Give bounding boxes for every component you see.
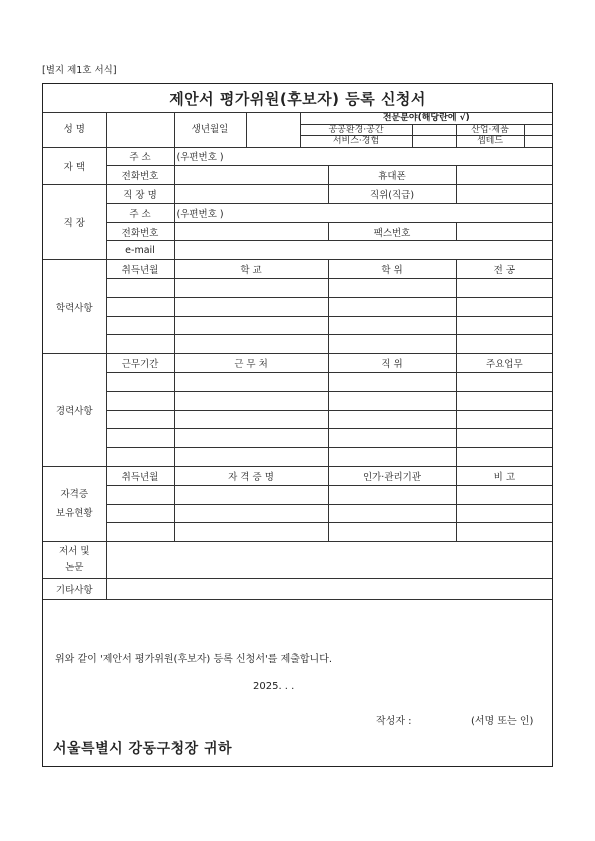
- home-phone-field[interactable]: [174, 166, 328, 185]
- publications-field[interactable]: [106, 542, 552, 579]
- edu-cell[interactable]: [328, 316, 456, 335]
- career-col-duties: 주요업무: [456, 354, 552, 373]
- career-cell[interactable]: [456, 373, 552, 392]
- career-col-period: 근무기간: [106, 354, 174, 373]
- work-phone-label: 전화번호: [106, 222, 174, 241]
- license-col-note: 비 고: [456, 467, 552, 486]
- specialty-check-public-space[interactable]: [412, 124, 456, 136]
- edu-cell[interactable]: [174, 316, 328, 335]
- career-cell[interactable]: [328, 391, 456, 410]
- birth-field[interactable]: [246, 113, 300, 148]
- career-cell[interactable]: [106, 448, 174, 467]
- career-cell[interactable]: [456, 429, 552, 448]
- fax-label: 팩스번호: [328, 222, 456, 241]
- career-cell[interactable]: [328, 429, 456, 448]
- work-address-field[interactable]: (우편번호 ): [174, 203, 552, 222]
- form-table: [43, 84, 552, 600]
- workplace-field[interactable]: [174, 185, 328, 204]
- license-cell[interactable]: [174, 485, 328, 504]
- license-cell[interactable]: [456, 485, 552, 504]
- submission-date: 2025. . .: [253, 681, 295, 692]
- career-cell[interactable]: [456, 448, 552, 467]
- application-form: [42, 83, 553, 767]
- addressee: 서울특별시 강동구청장 귀하: [53, 741, 233, 757]
- signature-label: (서명 또는 인): [471, 716, 534, 727]
- edu-cell[interactable]: [328, 335, 456, 354]
- career-cell[interactable]: [174, 429, 328, 448]
- edu-cell[interactable]: [456, 297, 552, 316]
- specialty-header: 전문분야(해당란에 √): [300, 113, 552, 125]
- career-cell[interactable]: [174, 410, 328, 429]
- work-label: 직 장: [43, 185, 106, 260]
- career-cell[interactable]: [106, 429, 174, 448]
- home-address-label: 주 소: [106, 147, 174, 166]
- mobile-label: 휴대폰: [328, 166, 456, 185]
- edu-cell[interactable]: [106, 316, 174, 335]
- edu-cell[interactable]: [174, 335, 328, 354]
- publications-label-line2: 논문: [65, 562, 84, 574]
- edu-cell[interactable]: [456, 316, 552, 335]
- license-cell[interactable]: [328, 523, 456, 542]
- career-cell[interactable]: [328, 410, 456, 429]
- submission-statement: 위와 같이 '제안서 평가위원(후보자) 등록 신청서'를 제출합니다.: [55, 654, 333, 665]
- edu-cell[interactable]: [328, 297, 456, 316]
- birth-label: 생년월일: [174, 113, 246, 148]
- position-label: 직위(직급): [328, 185, 456, 204]
- edu-cell[interactable]: [174, 279, 328, 298]
- specialty-check-industry-product[interactable]: [524, 124, 552, 136]
- edu-cell[interactable]: [106, 297, 174, 316]
- edu-cell[interactable]: [174, 297, 328, 316]
- workplace-label: 직 장 명: [106, 185, 174, 204]
- work-address-label: 주 소: [106, 203, 174, 222]
- career-cell[interactable]: [328, 373, 456, 392]
- edu-cell[interactable]: [106, 335, 174, 354]
- email-field[interactable]: [174, 241, 552, 260]
- license-cell[interactable]: [174, 504, 328, 523]
- edu-col-school: 학 교: [174, 260, 328, 279]
- career-cell[interactable]: [106, 391, 174, 410]
- etc-field[interactable]: [106, 579, 552, 600]
- edu-col-date: 취득년월: [106, 260, 174, 279]
- etc-label: 기타사항: [43, 579, 106, 600]
- license-col-name: 자 격 증 명: [174, 467, 328, 486]
- career-col-workplace: 근 무 처: [174, 354, 328, 373]
- career-cell[interactable]: [174, 373, 328, 392]
- license-label-line2: 보유현황: [55, 508, 93, 520]
- career-cell[interactable]: [456, 391, 552, 410]
- edu-cell[interactable]: [456, 335, 552, 354]
- form-title: 제안서 평가위원(후보자) 등록 신청서: [43, 84, 552, 113]
- license-col-authority: 인가·관리기관: [328, 467, 456, 486]
- career-cell[interactable]: [456, 410, 552, 429]
- license-label-line1: 자격증: [60, 489, 89, 501]
- specialty-option-cpted: 셉테드: [456, 136, 524, 148]
- email-label: e-mail: [106, 241, 174, 260]
- career-cell[interactable]: [106, 373, 174, 392]
- career-cell[interactable]: [328, 448, 456, 467]
- career-col-position: 직 위: [328, 354, 456, 373]
- education-label: 학력사항: [43, 260, 106, 354]
- license-cell[interactable]: [328, 504, 456, 523]
- license-cell[interactable]: [456, 523, 552, 542]
- work-phone-field[interactable]: [174, 222, 328, 241]
- license-cell[interactable]: [106, 523, 174, 542]
- license-col-date: 취득년월: [106, 467, 174, 486]
- writer-label: 작성자 :: [376, 716, 412, 727]
- license-cell[interactable]: [328, 485, 456, 504]
- edu-cell[interactable]: [456, 279, 552, 298]
- mobile-field[interactable]: [456, 166, 552, 185]
- position-field[interactable]: [456, 185, 552, 204]
- license-cell[interactable]: [456, 504, 552, 523]
- edu-cell[interactable]: [328, 279, 456, 298]
- license-cell[interactable]: [174, 523, 328, 542]
- specialty-check-cpted[interactable]: [524, 136, 552, 148]
- license-cell[interactable]: [106, 504, 174, 523]
- specialty-option-public-space: 공공환경·공간: [300, 124, 412, 136]
- edu-col-degree: 학 위: [328, 260, 456, 279]
- name-field[interactable]: [106, 113, 174, 148]
- specialty-option-service-experience: 서비스·경험: [300, 136, 412, 148]
- publications-label-line1: 저서 및: [58, 546, 90, 558]
- license-cell[interactable]: [106, 485, 174, 504]
- career-cell[interactable]: [106, 410, 174, 429]
- form-number-label: [별지 제1호 서식]: [42, 65, 117, 76]
- career-label: 경력사항: [43, 354, 106, 467]
- career-cell[interactable]: [174, 448, 328, 467]
- specialty-check-service-experience[interactable]: [412, 136, 456, 148]
- edu-cell[interactable]: [106, 279, 174, 298]
- home-phone-label: 전화번호: [106, 166, 174, 185]
- fax-field[interactable]: [456, 222, 552, 241]
- career-cell[interactable]: [174, 391, 328, 410]
- home-address-field[interactable]: (우편번호 ): [174, 147, 552, 166]
- edu-col-major: 전 공: [456, 260, 552, 279]
- home-label: 자 택: [43, 147, 106, 185]
- specialty-option-industry-product: 산업·제품: [456, 124, 524, 136]
- name-label: 성 명: [43, 113, 106, 148]
- publications-label: [43, 542, 106, 579]
- license-label: [43, 467, 106, 542]
